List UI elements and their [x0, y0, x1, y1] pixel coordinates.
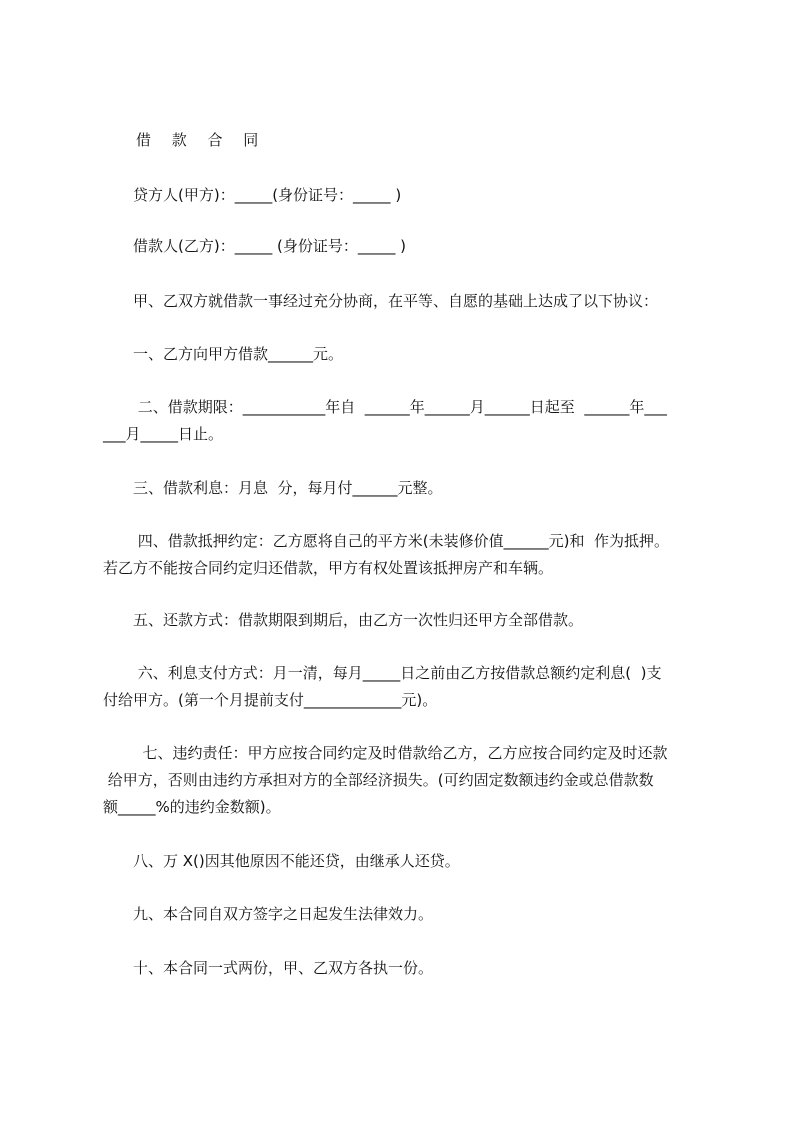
clause-6-line-1: 六、利息支付方式：月一清，每月_____日之前由乙方按借款总额约定利息( )支 [103, 664, 662, 682]
clause-7-line-3: 额_____%的违约金数额)。 [103, 798, 281, 816]
intro-paragraph: 甲、乙双方就借款一事经过充分协商，在平等、自愿的基础上达成了以下协议： [103, 292, 659, 310]
document-title: 借 款 合 同 [136, 131, 267, 149]
clause-4-line-2: 若乙方不能按合同约定归还借款，甲方有权处置该抵押房产和车辆。 [103, 559, 554, 577]
clause-9: 九、本合同自双方签字之日起发生法律效力。 [103, 905, 434, 923]
clause-2-line-2: ___月_____日止。 [103, 425, 224, 443]
lender-line: 贷方人(甲方)：_____(身份证号：_____ ) [103, 186, 402, 204]
clause-8: 八、万 X()因其他原因不能还贷，由继承人还贷。 [103, 852, 460, 870]
clause-1: 一、乙方向甲方借款______元。 [103, 345, 344, 363]
clause-5: 五、还款方式：借款期限到期后，由乙方一次性归还甲方全部借款。 [103, 611, 584, 629]
clause-10: 十、本合同一式两份，甲、乙双方各执一份。 [103, 959, 434, 977]
clause-3: 三、借款利息：月息 分，每月付______元整。 [103, 479, 443, 497]
clause-4-line-1: 四、借款抵押约定：乙方愿将自己的平方米(未装修价值______元)和 作为抵押。 [103, 532, 670, 550]
clause-7-line-2: 给甲方，否则由违约方承担对方的全部经济损失。(可约固定数额违约金或总借款数 [103, 771, 654, 789]
borrower-line: 借款人(乙方)：_____ (身份证号：_____ ) [103, 237, 406, 255]
clause-7-line-1: 七、违约责任：甲方应按合同约定及时借款给乙方，乙方应按合同约定及时还款 [103, 744, 668, 762]
clause-6-line-2: 付给甲方。(第一个月提前支付_____________元)。 [103, 691, 438, 709]
clause-2-line-1: 二、借款期限：___________年自 ______年______月______日起至 ______年___ [103, 398, 667, 416]
